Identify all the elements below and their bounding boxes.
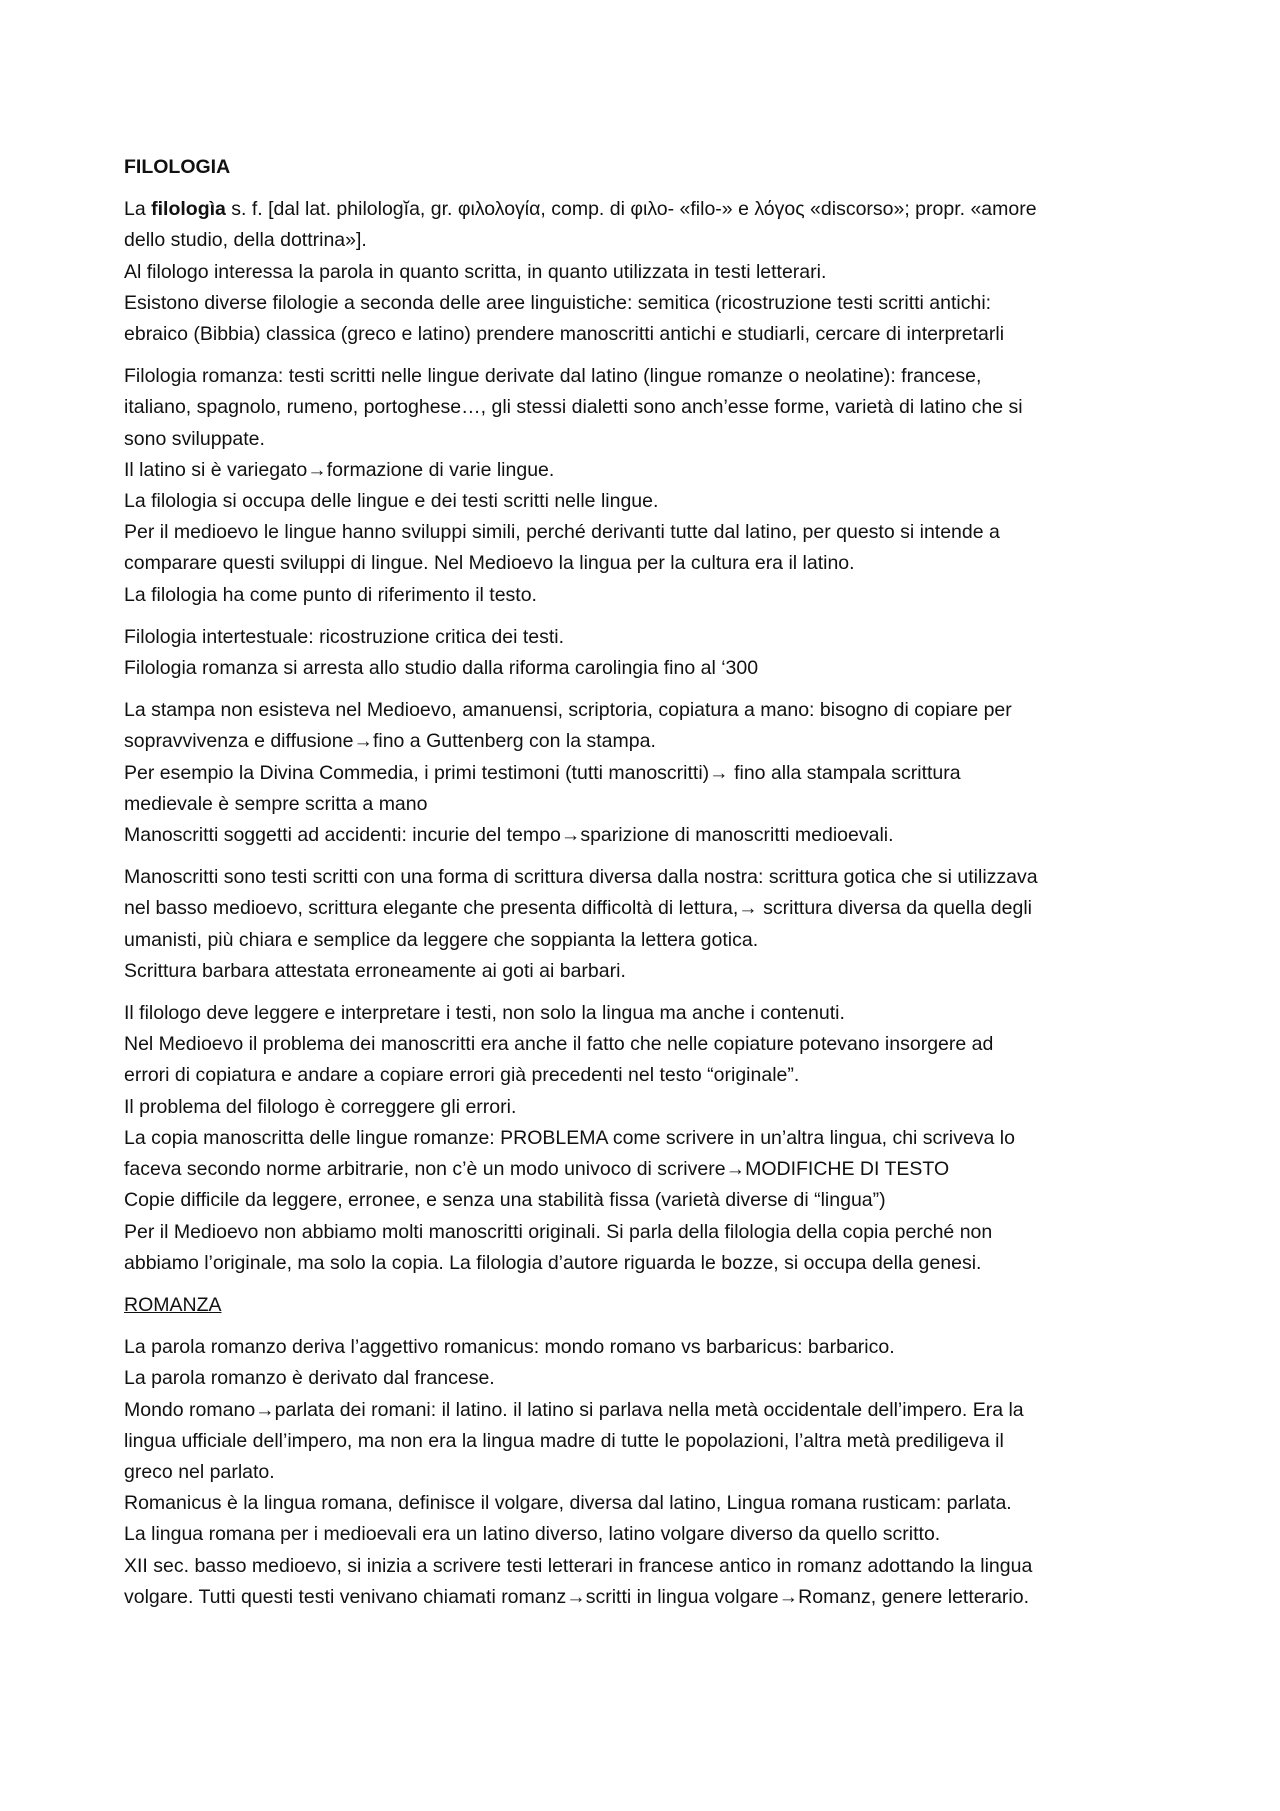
- text-line: Nel Medioevo il problema dei manoscritti era anche il fatto che nelle copiature potevano insorgere ad: [124, 1033, 994, 1056]
- text-line: La stampa non esisteva nel Medioevo, amanuensi, scriptoria, copiatura a mano: bisogno di copiare per: [124, 699, 1012, 722]
- text-line: lingua ufficiale dell’impero, ma non era la lingua madre di tutte le popolazioni, l’altra metà prediligeva il: [124, 1429, 1004, 1452]
- text-line: La parola romanzo è derivato dal francese.: [124, 1367, 495, 1390]
- text-span: fino a Guttenberg con la stampa.: [372, 730, 656, 753]
- text-line: [124, 455, 1164, 486]
- text-line: [124, 893, 1164, 924]
- section-heading-romanza: ROMANZA: [124, 1293, 222, 1316]
- text-line: La copia manoscritta delle lingue romanze: PROBLEMA come scrivere in un’altra lingua, chi scriveva lo: [124, 1126, 1015, 1149]
- arrow-icon: →: [709, 761, 729, 784]
- text-line: greco nel parlato.: [124, 1460, 275, 1483]
- text-line: Manoscritti sono testi scritti con una forma di scrittura diversa dalla nostra: scrittura gotica che si utilizzava: [124, 866, 1038, 889]
- arrow-icon: →: [255, 1398, 275, 1421]
- text-line: Filologia intertestuale: ricostruzione critica dei testi.: [124, 625, 565, 648]
- text-line: Scrittura barbara attestata erroneamente ai goti ai barbari.: [124, 959, 626, 982]
- text-line: comparare questi sviluppi di lingue. Nel Medioevo la lingua per la cultura era il latino.: [124, 552, 855, 575]
- arrow-icon: →: [778, 1585, 799, 1608]
- text-span: scritti in lingua volgare: [585, 1585, 779, 1608]
- text-line: Per il medioevo le lingue hanno sviluppi simili, perché derivanti tutte dal latino, per questo si intende a: [124, 521, 1000, 544]
- text-line: La parola romanzo deriva l’aggettivo romanicus: mondo romano vs barbaricus: barbarico.: [124, 1336, 895, 1359]
- document-page: [124, 152, 1164, 1624]
- arrow-icon: →: [725, 1158, 746, 1181]
- text-line: Romanicus è la lingua romana, definisce il volgare, diversa dal latino, Lingua romana rusticam: parlata.: [124, 1492, 1012, 1515]
- arrow-icon: →: [738, 897, 758, 920]
- arrow-icon: →: [560, 824, 581, 847]
- text-line: sono sviluppate.: [124, 427, 265, 450]
- paragraph-filologo: [124, 998, 1164, 1279]
- text-line: Filologia romanza: testi scritti nelle lingue derivate dal latino (lingue romanze o neolatine): francese,: [124, 365, 982, 388]
- text-line: abbiamo l’originale, ma solo la copia. La filologia d’autore riguarda le bozze, si occupa della genesi.: [124, 1251, 982, 1274]
- text-span: scrittura diversa da quella degli: [757, 897, 1032, 920]
- paragraph-filologia-romanza: [124, 361, 1164, 611]
- paragraph-manoscritti: [124, 862, 1164, 987]
- text-line: Al filologo interessa la parola in quanto scritta, in quanto utilizzata in testi letterari.: [124, 260, 827, 283]
- text-span: Manoscritti soggetti ad accidenti: incurie del tempo: [124, 824, 561, 847]
- paragraph-intertestuale: [124, 622, 1164, 684]
- paragraph-intro: [124, 194, 1164, 350]
- text-span: Per esempio la Divina Commedia, i primi testimoni (tutti manoscritti): [124, 761, 710, 784]
- text-line: [124, 1395, 1164, 1426]
- text-line: [124, 1154, 1164, 1185]
- text-line: Esistono diverse filologie a seconda delle aree linguistiche: semitica (ricostruzione testi scritti antichi:: [124, 291, 992, 314]
- text-span: sopravvivenza e diffusione: [124, 730, 354, 753]
- text-span: La: [124, 198, 146, 221]
- text-line: italiano, spagnolo, rumeno, portoghese…, gli stessi dialetti sono anch’esse forme, varietà di latino che si: [124, 396, 1023, 419]
- text-span: MODIFICHE DI TESTO: [745, 1158, 950, 1181]
- text-line: Il problema del filologo è correggere gli errori.: [124, 1095, 517, 1118]
- text-line: Il filologo deve leggere e interpretare i testi, non solo la lingua ma anche i contenuti.: [124, 1002, 845, 1025]
- text-line: La filologia si occupa delle lingue e dei testi scritti nelle lingue.: [124, 490, 659, 513]
- text-line: Filologia romanza si arresta allo studio dalla riforma carolingia fino al ‘300: [124, 657, 759, 680]
- text-span: Il latino si è variegato: [124, 458, 308, 481]
- text-line: errori di copiatura e andare a copiare errori già precedenti nel testo “originale”.: [124, 1064, 800, 1087]
- text-span: fino alla stampala scrittura: [728, 761, 961, 784]
- text-span: parlata dei romani: il latino. il latino si parlava nella metà occidentale dell’impero. Era la: [274, 1398, 1024, 1421]
- text-line: [124, 194, 1164, 225]
- text-line: Per il Medioevo non abbiamo molti manoscritti originali. Si parla della filologia della copia perché non: [124, 1220, 993, 1243]
- text-line: dello studio, della dottrina»].: [124, 229, 367, 252]
- text-line: [124, 820, 1164, 851]
- paragraph-stampa: [124, 695, 1164, 851]
- text-span: Romanz, genere letterario.: [798, 1585, 1030, 1608]
- text-span: volgare. Tutti questi testi venivano chiamati romanz: [124, 1585, 567, 1608]
- text-line: La filologia ha come punto di riferimento il testo.: [124, 583, 537, 606]
- text-line: La lingua romana per i medioevali era un latino diverso, latino volgare diverso da quello scritto.: [124, 1523, 941, 1546]
- arrow-icon: →: [353, 730, 373, 753]
- text-span: s. f. [dal lat. philologĭa, gr. φιλολογία, comp. di φιλο- «filo-» e λόγος «discorso»; propr. «amore: [231, 198, 1037, 221]
- text-line: ebraico (Bibbia) classica (greco e latino) prendere manoscritti antichi e studiarli, cercare di interpretarli: [124, 323, 1005, 346]
- text-span: sparizione di manoscritti medioevali.: [580, 824, 894, 847]
- document-title: FILOLOGIA: [124, 156, 231, 178]
- arrow-icon: →: [566, 1585, 586, 1608]
- text-span: faceva secondo norme arbitrarie, non c’è un modo univoco di scrivere: [124, 1158, 726, 1181]
- bold-term: filologìa: [151, 198, 226, 221]
- text-span: formazione di varie lingue.: [326, 458, 555, 481]
- text-line: Copie difficile da leggere, erronee, e senza una stabilità fissa (varietà diverse di “lingua”): [124, 1189, 886, 1212]
- text-span: nel basso medioevo, scrittura elegante che presenta difficoltà di lettura,: [124, 897, 739, 920]
- paragraph-romanza: [124, 1332, 1164, 1613]
- text-line: umanisti, più chiara e semplice da leggere che soppianta la lettera gotica.: [124, 928, 759, 951]
- arrow-icon: →: [307, 458, 327, 481]
- text-line: medievale è sempre scritta a mano: [124, 792, 428, 815]
- text-line: [124, 726, 1164, 757]
- text-line: [124, 1582, 1164, 1613]
- text-line: [124, 758, 1164, 789]
- text-span: Mondo romano: [124, 1398, 256, 1421]
- text-line: XII sec. basso medioevo, si inizia a scrivere testi letterari in francese antico in romanz adottando la lingua: [124, 1554, 1033, 1577]
